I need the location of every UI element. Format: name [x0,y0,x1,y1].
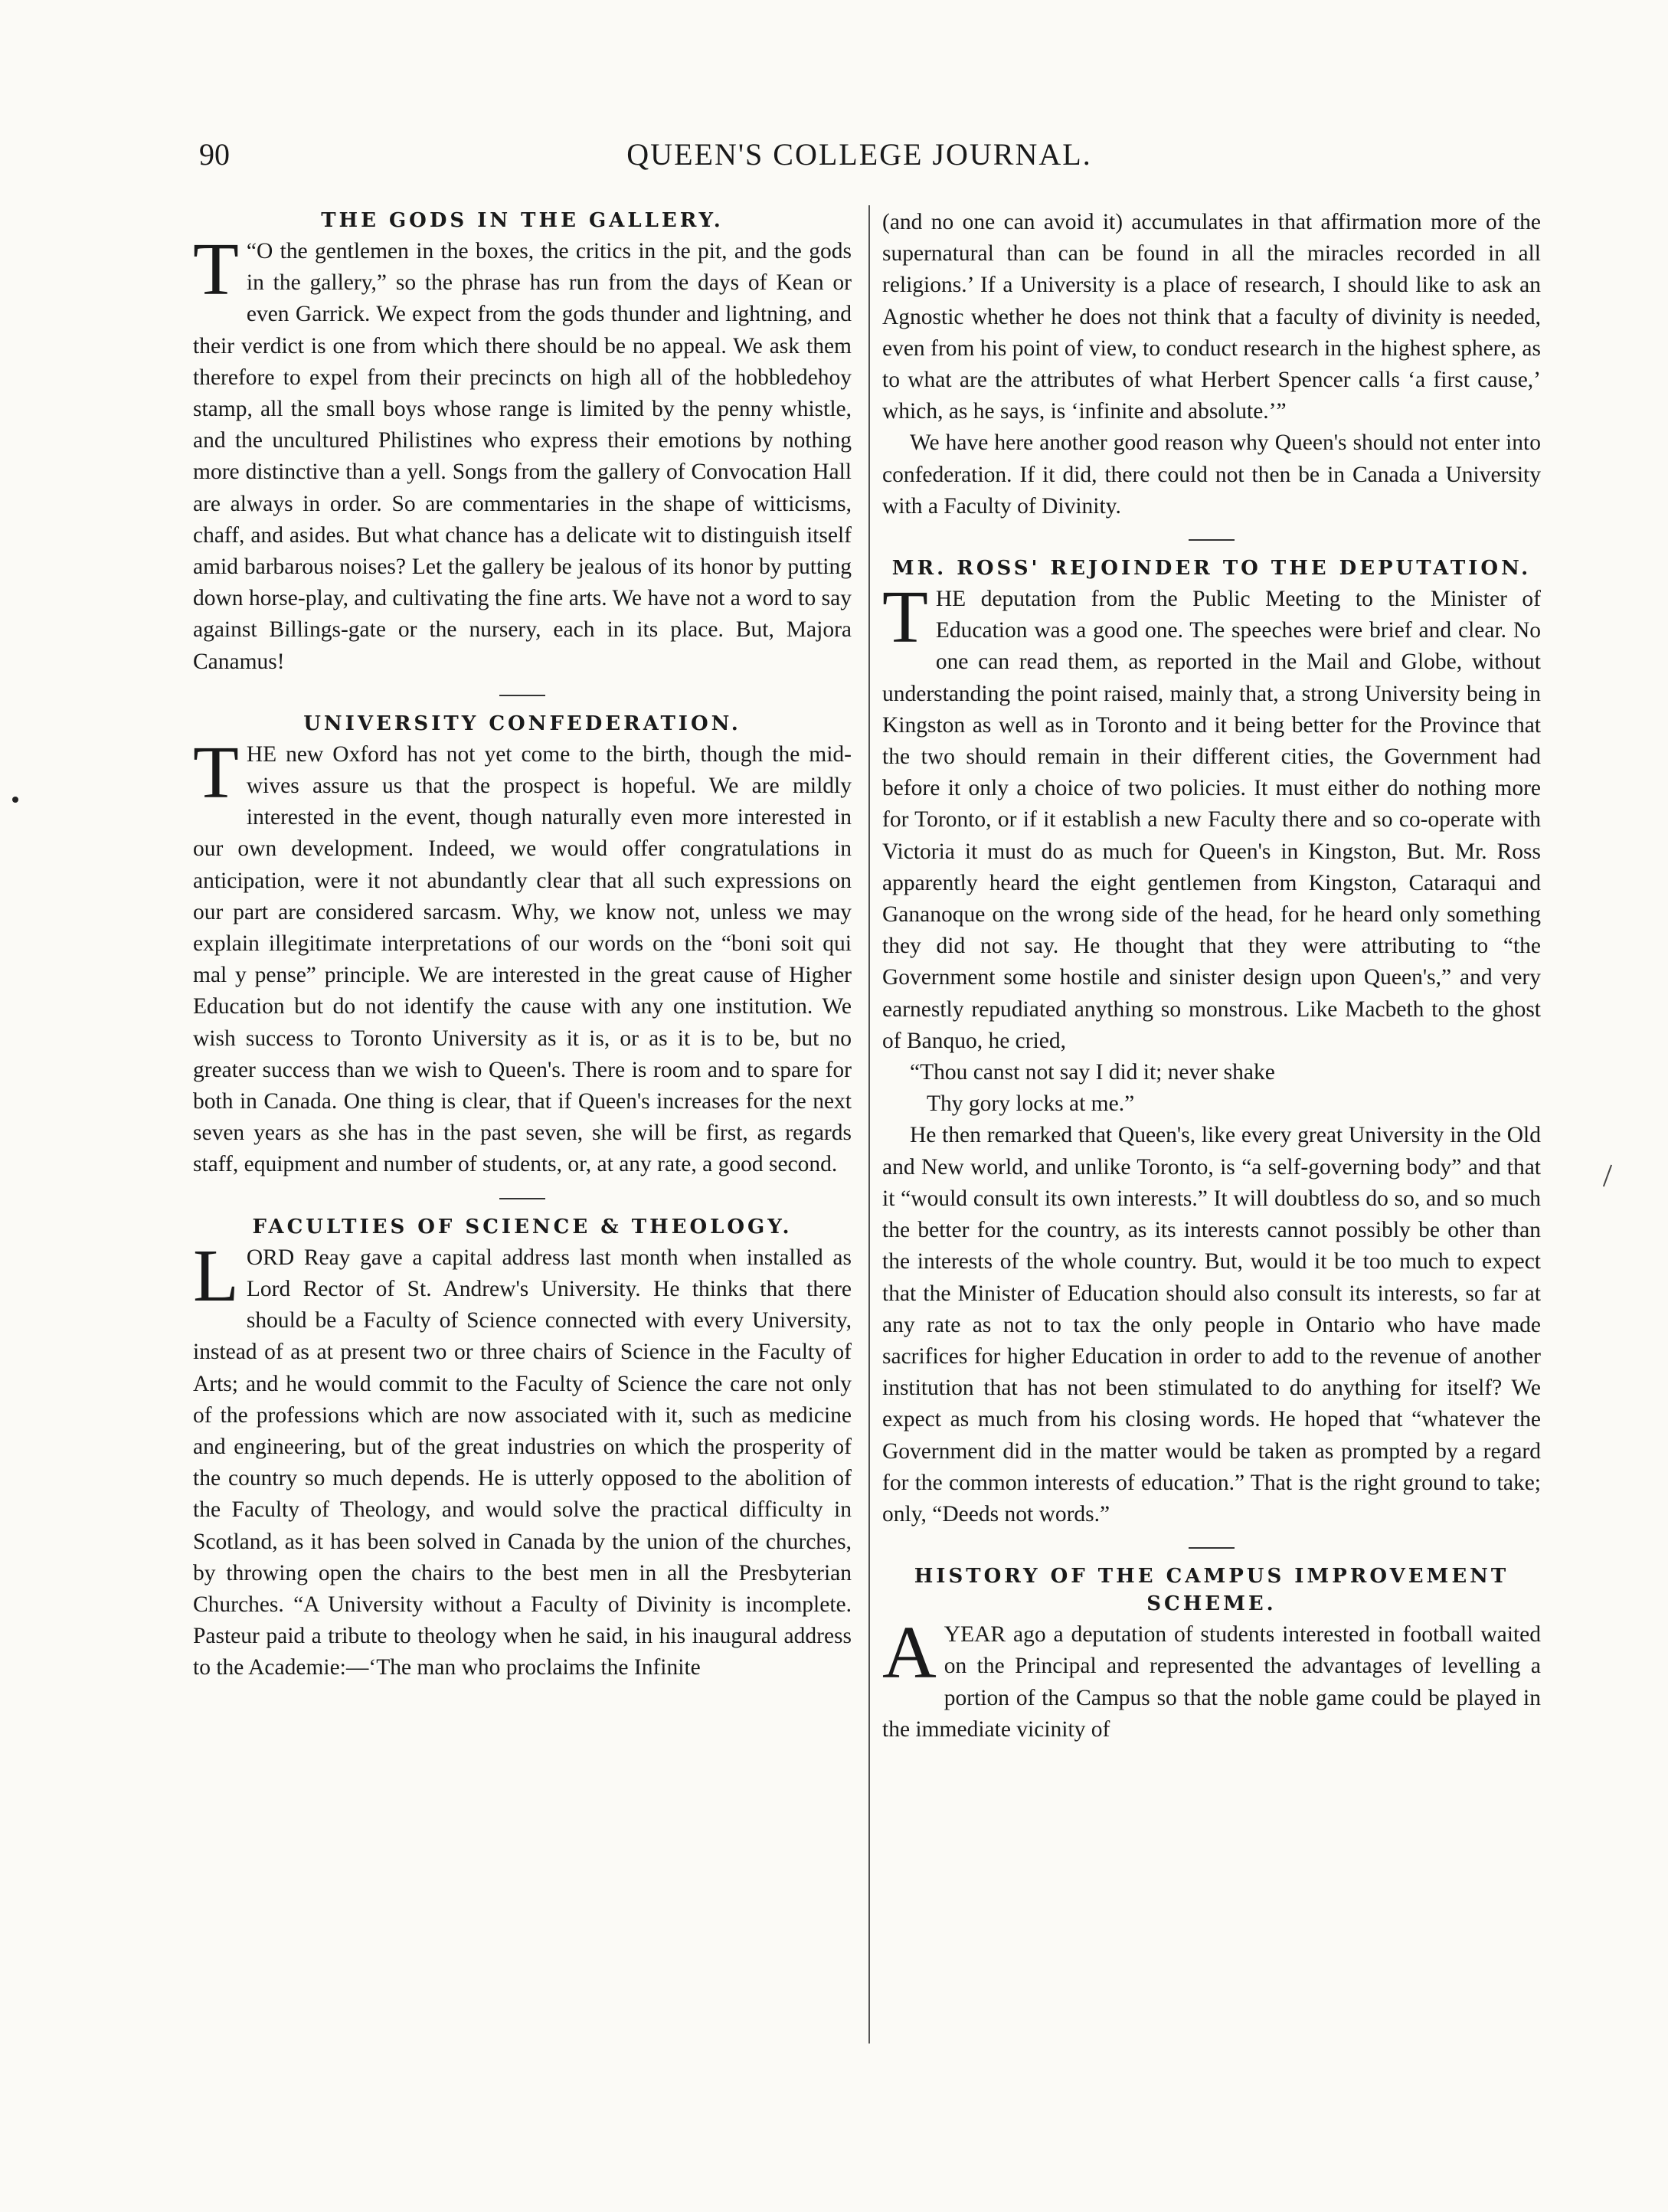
article-title: HISTORY OF THE CAMPUS IMPROVEMENT SCHEME. [914,1565,1509,1616]
section-separator [499,695,545,696]
section-separator [499,1198,545,1199]
article-paragraph: (and no one can avoid it) accumulates in that affirmation more of the supernatural than can be found in all the miracles recorded in all religions.’ If a University is a place of research, I should like to ask an Agnostic whether he does not think that a faculty of divinity is needed, even from his point of view, to conduct research in the highest sphere, as to what are the attributes of what Herbert Spencer calls ‘a first cause,’ which, as he says, is ‘infinite and absolute.’” [882,210,1541,424]
left-column [193,207,852,1684]
article-paragraph: L ORD Reay gave a capital address last month when installed as Lord Rector of St. Andrew's University. He thinks that there should be a Faculty of Science connected with every University, instead of as at present two or three chairs of Science in the Faculty of Arts; and he would commit to the Faculty of Science the care not only of the professions which are now associated with it, such as medicine and engineering, but of the great industries on which the prosperity of the country so much depends. He is utterly opposed to the abolition of the Faculty of Theology, and would solve the practical difficulty in Scotland, as it has been solved in Canada by the union of the churches, by throwing open the chairs to the best men in all the Presbyterian Churches. “A University without a Faculty of Divinity is incomplete. Pasteur paid a tribute to theology when he said, in his inaugural address to the Academie:—‘The man who proclaims the Infinite [193,1234,852,1680]
page-number: 90 [199,137,230,172]
article-title: MR. ROSS' REJOINDER TO THE DEPUTATION. [891,557,1532,581]
drop-cap: L [193,1234,239,1317]
column-rule [868,205,870,2043]
drop-cap: T [193,228,239,311]
article-ross-rejoinder [882,555,1541,1530]
drop-cap: T [882,576,928,659]
article-campus-improvement [882,1562,1541,1746]
article-title: THE GODS IN THE GALLERY. [321,209,724,232]
article-paragraph: A YEAR ago a deputation of students interested in football waited on the Principal and represented the advantages of levelling a portion of the Campus so that the noble game could be played in the immediate vicinity of [882,1612,1541,1742]
margin-speck [12,797,18,803]
running-title: QUEEN'S COLLEGE JOURNAL. [626,137,1092,172]
article-gods-in-gallery [193,207,852,678]
verse-line: Thy gory locks at me.” [927,1091,1135,1117]
article-paragraph: T HE new Oxford has not yet come to the birth, though the mid-wives assure us that the prospect is hopeful. We are mildly interested in the event, though naturally even more interested in our own development. Indeed, we would offer congratulations in anticipation, were it not abundantly clear that all such expressions on our part are considered sarcasm. Why, we know not, unless we may explain illegitimate interpretations of our words on the “boni soit qui mal y pense” principle. We are interested in the great cause of Higher Education but do not identify the cause with any one institution. We wish success to Toronto University as it is, or as it is to be, but no greater success than we wish to Queen's. There is room and to spare for both in Canada. One thing is clear, that if Queen's increases for the next seven years as she has in the past seven, she will be first, as regards staff, equipment and number of students, or, at any rate, a good second. [193,731,852,1177]
margin-stroke [1603,1165,1612,1187]
article-paragraph: He then remarked that Queen's, like every great University in the Old and New world, and unlike Toronto, is “a self-governing body” and that it “would consult its own interests.” It will doubtless do so, and so much the better for the country, as its interests cannot possibly be other than the interests of the whole country. But, would it be too much to expect that the Minister of Education should also consult its interests, so far at any rate as not to tax the only people in Ontario who have made sacrifices for higher Education in order to add to the revenue of another institution that has not been stimulated to do anything for itself? We expect as much from his closing words. He hoped that “whatever the Government did in the matter would be taken as prompted by a regard for the common interests of education.” That is the right ground to take; only, “Deeds not words.” [882,1123,1541,1526]
article-paragraph: T HE deputation from the Public Meeting to the Minister of Education was a good one. The speeches were brief and clear. No one can read them, as reported in the Mail and Globe, without understanding the point raised, mainly that, a strong University being in Kingston as well as in Toronto and it being better for the Province that the two should remain in their different cities, the Government had before it only a choice of two policies. It must either do nothing more for Toronto, or if it establish a new Faculty there and so co-operate with Victoria it must do as much for Queen's in Kingston, But. Mr. Ross apparently heard the eight gentlemen from Kingston, Cataraqui and Gananoque on the wrong side of the head, for he heard only something they did not say. He thought that they were attributing to “the Government some hostile and sinister design upon Queen's,” and very earnestly repudiated anything so monstrous. Like Macbeth to the ghost of Banquo, he cried, [882,576,1541,1053]
section-separator [1189,1547,1235,1549]
drop-cap: A [882,1612,937,1695]
right-column [882,207,1541,1746]
article-paragraph: We have here another good reason why Queen's should not enter into confederation. If it did, there could not then be in Canada a University with a Faculty of Divinity. [882,430,1541,519]
drop-cap: T [193,731,239,814]
section-separator [1189,539,1235,541]
article-faculties [193,1213,852,1684]
page-header [178,136,1541,182]
verse-line: “Thou canst not say I did it; never shake [910,1060,1275,1085]
article-title: FACULTIES OF SCIENCE & THEOLOGY. [252,1215,793,1239]
article-title: UNIVERSITY CONFEDERATION. [303,712,741,735]
article-paragraph: T “O the gentlemen in the boxes, the critics in the pit, and the gods in the gallery,” so the phrase has run from the days of Kean or even Garrick. We expect from the gods thunder and lightning, and their verdict is one from which there should be no appeal. We ask them therefore to expel from their precincts on high all of the hobbledehoy stamp, all the small boys whose range is limited by the penny whistle, and the uncultured Philistines who express their emotions by nothing more distinctive than a yell. Songs from the gallery of Convocation Hall are always in order. So are commentaries in the shape of witticisms, chaff, and asides. But what chance has a delicate wit to distinguish itself amid barbarous noises? Let the gallery be jealous of its honor by putting down horse-play, and cultivating the fine arts. We have not a word to say against Billings-gate or the nursery, each in its place. But, Majora Canamus! [193,228,852,674]
article-faculties-continued [882,207,1541,522]
verse-quote [882,1057,1541,1120]
article-university-confederation [193,710,852,1181]
